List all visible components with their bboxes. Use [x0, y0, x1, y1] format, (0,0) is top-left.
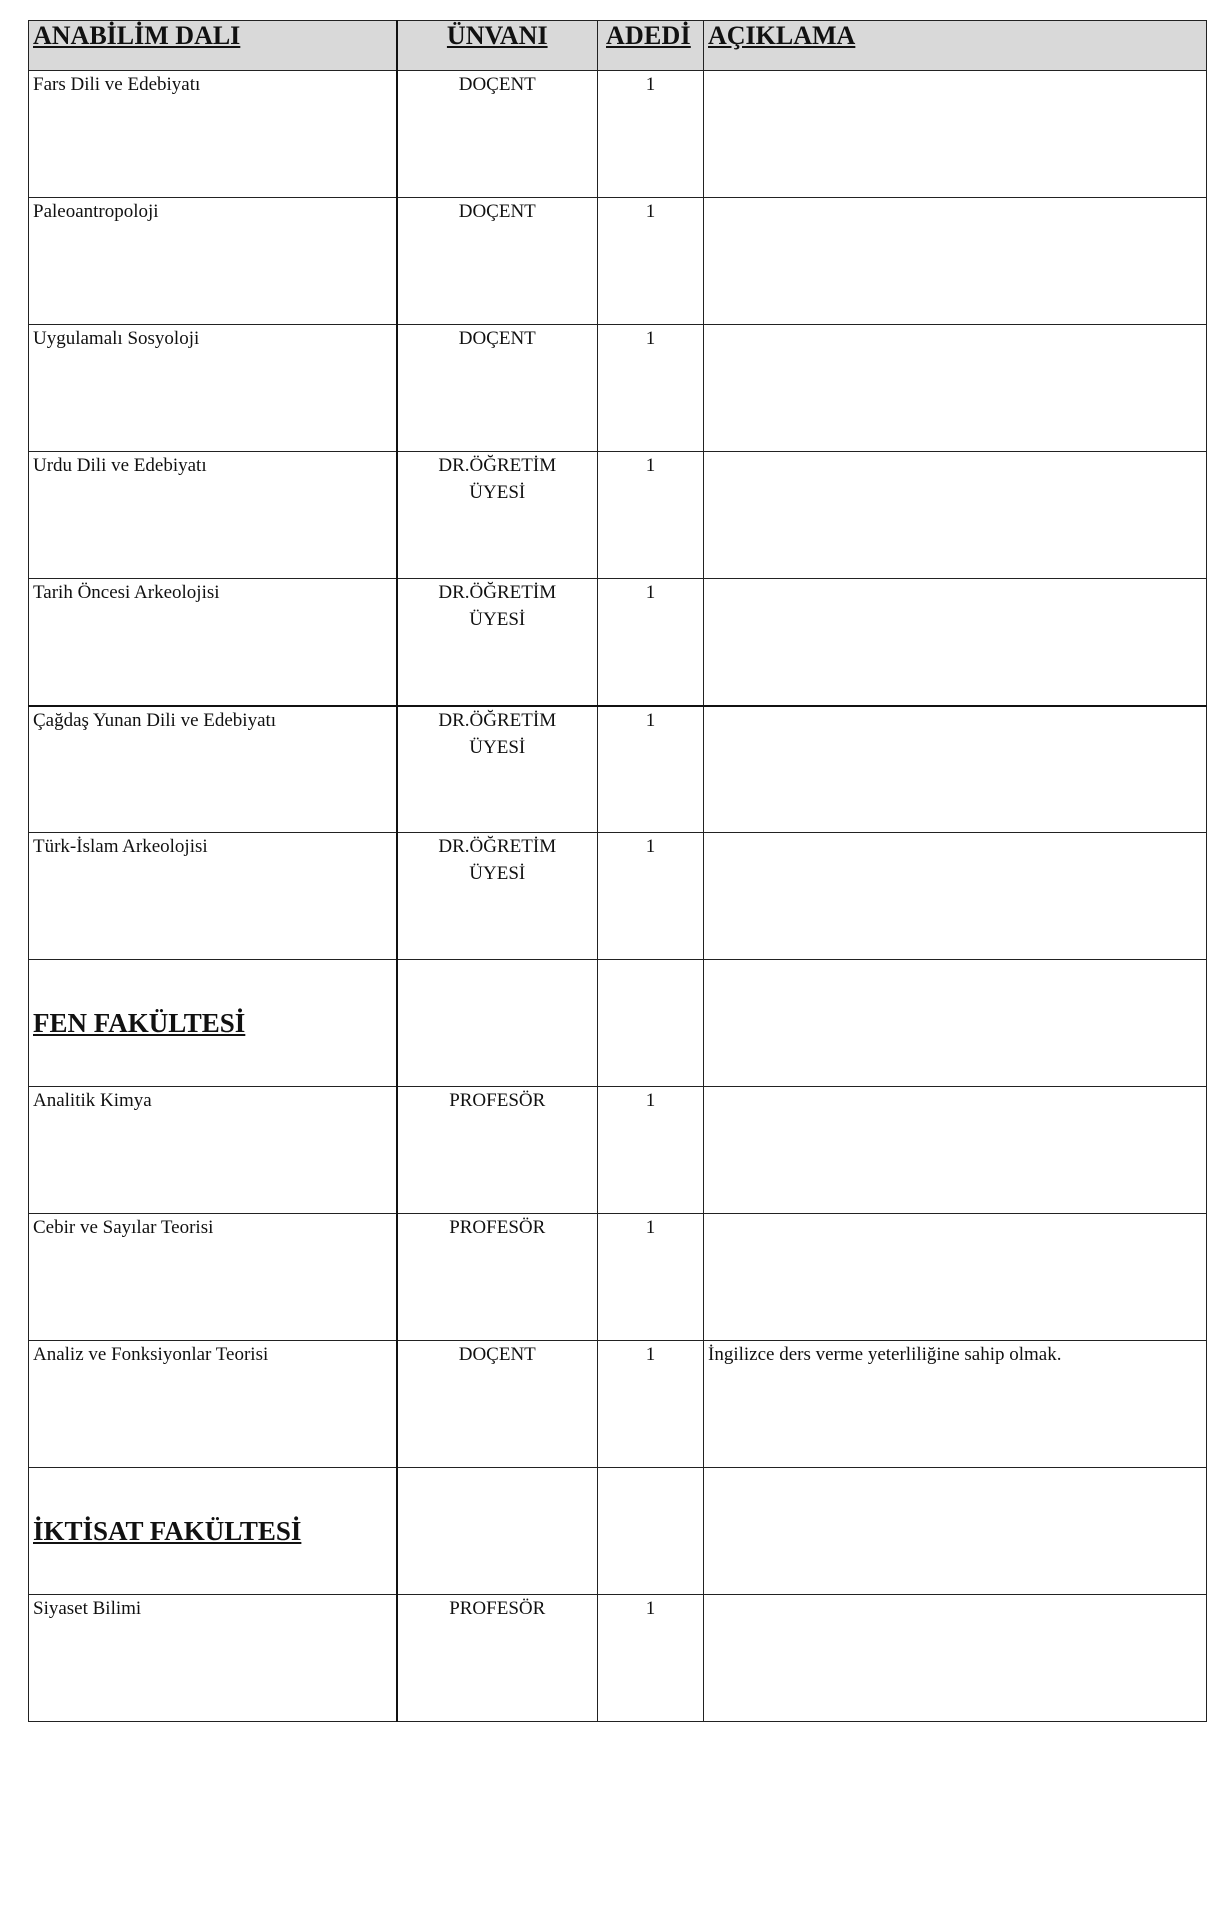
table-row — [29, 71, 1207, 198]
faculty-name: FEN FAKÜLTESİ — [33, 1008, 246, 1038]
title-line: DOÇENT — [458, 74, 536, 95]
title-cell — [397, 579, 598, 706]
title-cell — [397, 1214, 598, 1341]
table-row — [29, 452, 1207, 579]
note-cell — [704, 579, 1207, 706]
table-row — [29, 833, 1207, 960]
header-count: ADEDİ — [598, 21, 704, 71]
department-cell: Paleoantropoloji — [29, 198, 397, 325]
count-cell: 1 — [598, 325, 704, 452]
title-line: ÜYESİ — [469, 482, 526, 503]
department-cell: Tarih Öncesi Arkeolojisi — [29, 579, 397, 706]
department-cell: Siyaset Bilimi — [29, 1595, 397, 1722]
empty-count-cell — [598, 960, 704, 1087]
title-cell — [397, 1087, 598, 1214]
title-cell — [397, 1341, 598, 1468]
table-body — [29, 71, 1207, 1722]
table-row — [29, 1595, 1207, 1722]
faculty-row — [29, 1468, 1207, 1595]
note-cell — [704, 706, 1207, 833]
note-cell — [704, 452, 1207, 579]
title-cell — [397, 706, 598, 833]
count-cell: 1 — [598, 1341, 704, 1468]
note-cell — [704, 198, 1207, 325]
table-row — [29, 579, 1207, 706]
faculty-row — [29, 960, 1207, 1087]
faculty-cell — [29, 960, 397, 1087]
count-cell: 1 — [598, 1087, 704, 1214]
title-cell — [397, 198, 598, 325]
table-row — [29, 198, 1207, 325]
title-line: DOÇENT — [458, 328, 536, 349]
title-line: DR.ÖĞRETİM — [438, 836, 557, 857]
table-row — [29, 325, 1207, 452]
department-cell: Türk-İslam Arkeolojisi — [29, 833, 397, 960]
title-line: ÜYESİ — [469, 863, 526, 884]
table-row — [29, 706, 1207, 833]
note-cell — [704, 325, 1207, 452]
header-title: ÜNVANI — [397, 21, 598, 71]
table-row — [29, 1341, 1207, 1468]
department-cell: Çağdaş Yunan Dili ve Edebiyatı — [29, 706, 397, 833]
note-cell — [704, 1214, 1207, 1341]
note-cell — [704, 1595, 1207, 1722]
faculty-cell — [29, 1468, 397, 1595]
title-line: DR.ÖĞRETİM — [438, 709, 557, 731]
count-cell: 1 — [598, 833, 704, 960]
note-cell — [704, 1087, 1207, 1214]
count-cell: 1 — [598, 71, 704, 198]
count-cell: 1 — [598, 706, 704, 833]
empty-note-cell — [704, 1468, 1207, 1595]
header-row — [29, 21, 1207, 71]
empty-note-cell — [704, 960, 1207, 1087]
department-cell: Analitik Kimya — [29, 1087, 397, 1214]
empty-title-cell — [397, 960, 598, 1087]
title-line: PROFESÖR — [449, 1090, 546, 1111]
note-cell — [704, 71, 1207, 198]
title-line: DR.ÖĞRETİM — [438, 455, 557, 476]
count-cell: 1 — [598, 579, 704, 706]
faculty-name: İKTİSAT FAKÜLTESİ — [33, 1516, 302, 1546]
count-cell: 1 — [598, 198, 704, 325]
title-cell — [397, 833, 598, 960]
department-cell: Fars Dili ve Edebiyatı — [29, 71, 397, 198]
table-row — [29, 1214, 1207, 1341]
department-cell: Uygulamalı Sosyoloji — [29, 325, 397, 452]
table-header — [29, 21, 1207, 71]
count-cell: 1 — [598, 452, 704, 579]
title-line: ÜYESİ — [469, 609, 526, 630]
header-department: ANABİLİM DALI — [29, 21, 397, 71]
department-cell: Urdu Dili ve Edebiyatı — [29, 452, 397, 579]
title-cell — [397, 325, 598, 452]
title-cell — [397, 452, 598, 579]
department-cell: Cebir ve Sayılar Teorisi — [29, 1214, 397, 1341]
count-cell: 1 — [598, 1595, 704, 1722]
count-cell: 1 — [598, 1214, 704, 1341]
title-line: PROFESÖR — [449, 1598, 546, 1619]
positions-table — [28, 20, 1207, 1722]
title-cell — [397, 71, 598, 198]
title-line: DR.ÖĞRETİM — [438, 582, 557, 603]
empty-title-cell — [397, 1468, 598, 1595]
title-line: DOÇENT — [458, 1344, 536, 1365]
title-cell — [397, 1595, 598, 1722]
note-cell: İngilizce ders verme yeterliliğine sahip olmak. — [704, 1341, 1207, 1468]
note-cell — [704, 833, 1207, 960]
title-line: PROFESÖR — [449, 1217, 546, 1238]
title-line: DOÇENT — [458, 201, 536, 222]
title-line: ÜYESİ — [469, 736, 526, 758]
empty-count-cell — [598, 1468, 704, 1595]
department-cell: Analiz ve Fonksiyonlar Teorisi — [29, 1341, 397, 1468]
header-note: AÇIKLAMA — [704, 21, 1207, 71]
table-row — [29, 1087, 1207, 1214]
